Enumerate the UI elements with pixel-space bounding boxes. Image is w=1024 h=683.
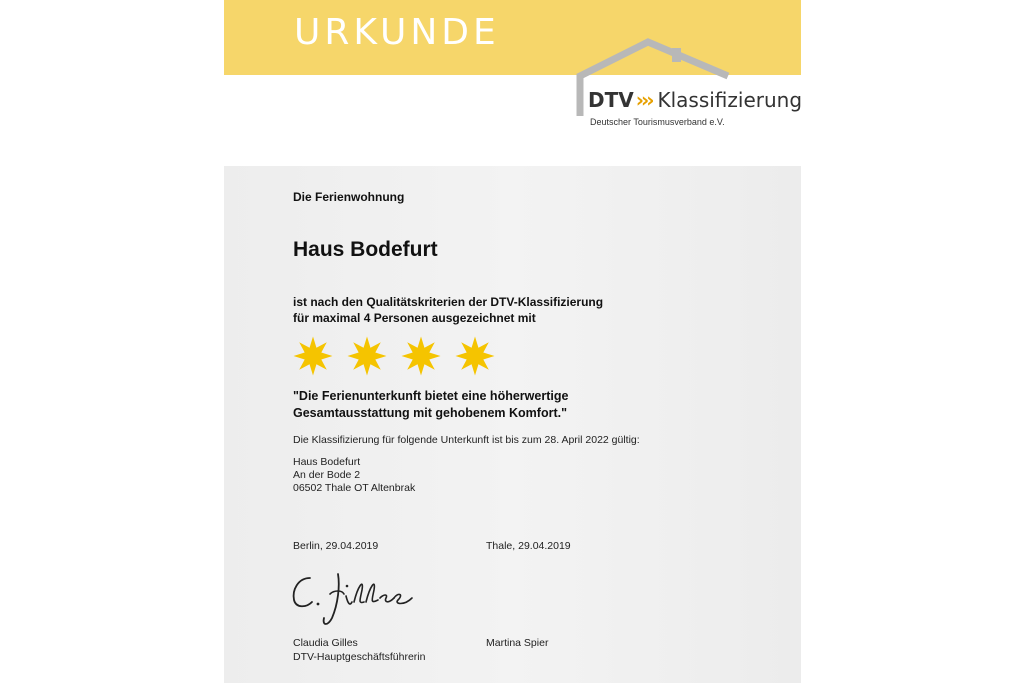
address-line: Haus Bodefurt bbox=[293, 456, 361, 468]
logo-arrows: ››› bbox=[635, 88, 652, 112]
right-signatory bbox=[486, 636, 548, 650]
address-line: An der Bode 2 bbox=[293, 469, 361, 481]
logo-subtitle: Deutscher Tourismusverband e.V. bbox=[590, 117, 725, 127]
signatory-name: Martina Spier bbox=[486, 637, 549, 649]
certificate-panel bbox=[224, 166, 801, 683]
star-shape bbox=[294, 337, 333, 376]
quote bbox=[293, 388, 568, 422]
property-name: Haus Bodefurt bbox=[293, 238, 438, 261]
star-icon bbox=[347, 336, 387, 376]
address-block bbox=[293, 456, 415, 495]
right-place-date: Thale, 29.04.2019 bbox=[486, 540, 571, 552]
description-line: ist nach den Qualitätskriterien der DTV-Klassifizierung bbox=[293, 295, 604, 309]
signatory-name: Claudia Gilles bbox=[293, 637, 358, 649]
star-shape bbox=[348, 337, 387, 376]
star-icon bbox=[455, 336, 495, 376]
star-shape bbox=[456, 337, 495, 376]
validity-text: Die Klassifizierung für folgende Unterkunft ist bis zum 28. April 2022 gültig: bbox=[293, 434, 640, 446]
signatory-title: DTV-Hauptgeschäftsführerin bbox=[293, 651, 426, 663]
left-place-date: Berlin, 29.04.2019 bbox=[293, 540, 379, 552]
quote-line: Gesamtausstattung mit gehobenem Komfort." bbox=[293, 406, 568, 420]
address-line: 06502 Thale OT Altenbrak bbox=[293, 482, 416, 494]
logo-name: Klassifizierung bbox=[657, 88, 803, 112]
dtv-logo bbox=[576, 38, 803, 133]
star-shape bbox=[402, 337, 441, 376]
description-line: für maximal 4 Personen ausgezeichnet mit bbox=[293, 311, 536, 325]
certificate-title: URKUNDE bbox=[294, 12, 500, 53]
quote-line: "Die Ferienunterkunft bietet eine höherwertige bbox=[293, 389, 569, 403]
star-icon bbox=[293, 336, 333, 376]
left-signatory bbox=[293, 636, 425, 664]
signature-claudia-gilles bbox=[288, 564, 428, 632]
description bbox=[293, 294, 603, 326]
logo-brand: DTV bbox=[588, 88, 634, 112]
intro-text: Die Ferienwohnung bbox=[293, 190, 405, 204]
star-icon bbox=[401, 336, 441, 376]
logo-wordmark bbox=[588, 88, 802, 112]
